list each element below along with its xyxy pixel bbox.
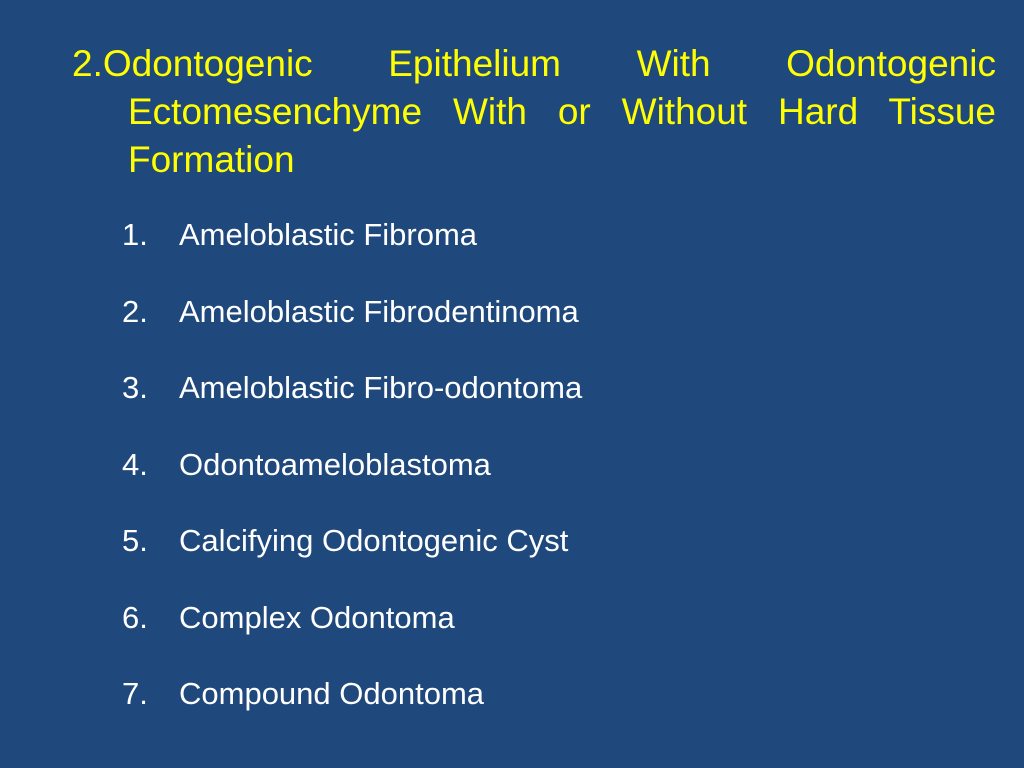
list-item	[122, 364, 582, 441]
title-word: With	[636, 43, 711, 84]
list-item	[122, 670, 582, 747]
list-item	[122, 211, 582, 288]
title-word: Epithelium	[388, 43, 562, 84]
item-number: 3.	[122, 370, 148, 405]
item-label: Calcifying Odontogenic Cyst	[179, 523, 569, 558]
numbered-list	[122, 211, 582, 747]
list-item	[122, 594, 582, 671]
slide-title	[72, 40, 996, 184]
item-label: Ameloblastic Fibroma	[179, 217, 478, 252]
title-word: 2.Odontogenic	[72, 43, 313, 84]
item-number: 6.	[122, 599, 148, 635]
item-label: Complex Odontoma	[179, 599, 455, 635]
list-item	[122, 441, 582, 518]
title-line-3: Formation	[128, 139, 295, 180]
item-label: Ameloblastic Fibro-odontoma	[179, 370, 583, 405]
item-label: Compound Odontoma	[179, 676, 485, 711]
list-item	[122, 517, 582, 594]
title-word: Odontogenic	[786, 43, 996, 84]
item-number: 1.	[122, 217, 148, 252]
item-number: 5.	[122, 523, 148, 558]
item-number: 2.	[122, 293, 148, 329]
item-number: 7.	[122, 676, 148, 711]
title-line-1	[72, 40, 996, 88]
item-label: Odontoameloblastoma	[179, 446, 491, 482]
title-line-2: Ectomesenchyme With or Without Hard Tissue	[128, 91, 996, 132]
item-number: 4.	[122, 446, 148, 482]
list-item	[122, 288, 582, 365]
item-label: Ameloblastic Fibrodentinoma	[179, 293, 579, 329]
